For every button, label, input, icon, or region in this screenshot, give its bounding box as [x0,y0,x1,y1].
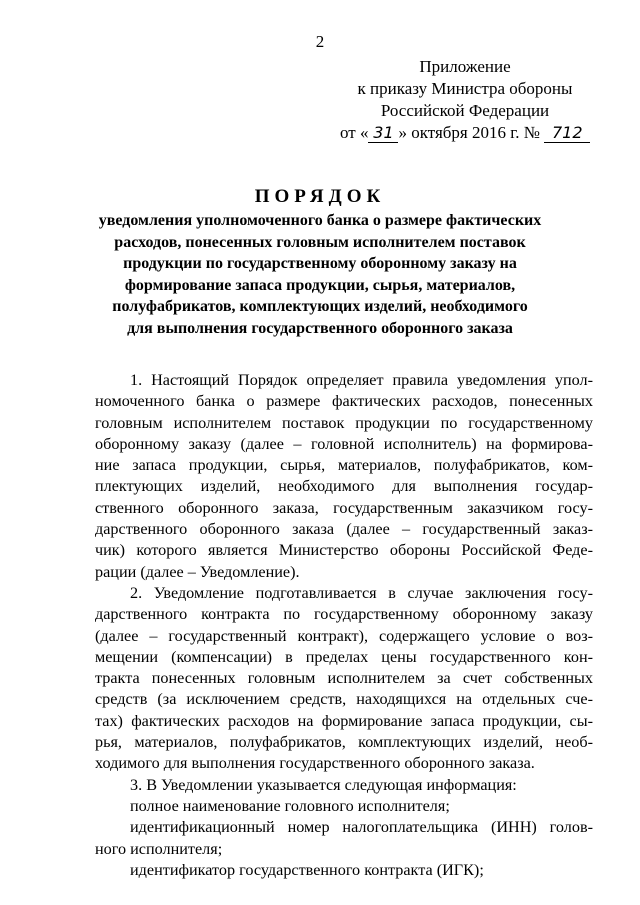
body-line: дарственного оборонного заказа (далее – государственный заказ- [95,520,593,539]
body-line: идентификатор государственного контракта (ИГК); [130,860,484,879]
document-title: ПОРЯДОК [254,186,386,207]
body-line: идентификационный номер налогоплательщика (ИНН) голов- [130,818,593,837]
appendix-block [340,56,590,144]
body-line: рации (далее – Уведомление). [95,562,300,581]
body-line: 3. В Уведомлении указывается следующая информация: [130,775,517,794]
date-middle: » октября 2016 г. № [398,123,541,142]
body-line: рья, материалов, полуфабрикатов, комплектующих изделий, необ- [95,733,593,752]
body-line: (далее – государственный контракт), содержащего условие о воз- [95,626,593,645]
body-line: головным исполнителем поставок продукции по государственному [95,413,593,432]
subtitle-line: полуфабрикатов, комплектующих изделий, необходимого [112,298,528,315]
body-line: ходимого для выполнения государственного оборонного заказа. [95,754,535,773]
body-line: номоченного банка о размере фактических расходов, понесенных [95,392,593,411]
body-line: 2. Уведомление подготавливается в случае заключения госу- [130,583,593,602]
body-line: ного исполнителя; [95,839,223,858]
subtitle-line: уведомления уполномоченного банка о размере фактических [98,212,542,229]
body-line: 1. Настоящий Порядок определяет правила уведомления упол- [130,371,593,389]
appendix-title: Приложение [419,57,511,76]
appendix-order-ref: к приказу Министра обороны [357,79,573,98]
date-prefix: от « [340,123,369,142]
body-line: ние запаса продукции, сырья, материалов, полуфабрикатов, ком- [95,456,593,475]
subtitle-line: продукции по государственному оборонному заказу на [123,255,517,272]
body-line: полное наименование головного исполнителя; [130,796,450,815]
appendix-country: Российской Федерации [380,101,550,120]
body-line: тракта понесенных головным исполнителем за счет собственных [95,669,593,688]
body-line: ственного оборонного заказа, государственным заказчиком госу- [95,498,593,517]
body-line: дарственного контракта по государственному оборонному заказу [95,605,593,624]
body-line: чик) которого является Министерство обороны Российской Феде- [95,541,593,560]
subtitle-line: расходов, понесенных головным исполнителем поставок [114,233,526,251]
body-line: плектующих изделий, необходимого для выполнения государ- [95,477,593,496]
body-line: тах) фактических расходов на формирование запаса продукции, сы- [95,711,593,730]
body-line: оборонному заказу (далее – головной исполнитель) на формирова- [95,434,593,453]
subtitle-line: для выполнения государственного оборонного заказа [127,319,513,337]
page-number: 2 [315,32,325,51]
handwritten-order-number: 712 [544,124,590,143]
subtitle-line: формирование запаса продукции, сырья, материалов, [124,276,516,294]
body-line: средств (за исключением средств, находящихся на отдельных сче- [95,690,593,709]
body-line: мещении (компенсации) в пределах цены государственного кон- [95,647,593,666]
handwritten-day: 31 [368,124,398,143]
document-subtitle [95,210,545,339]
appendix-date-line [340,122,590,144]
document-body [95,370,593,881]
